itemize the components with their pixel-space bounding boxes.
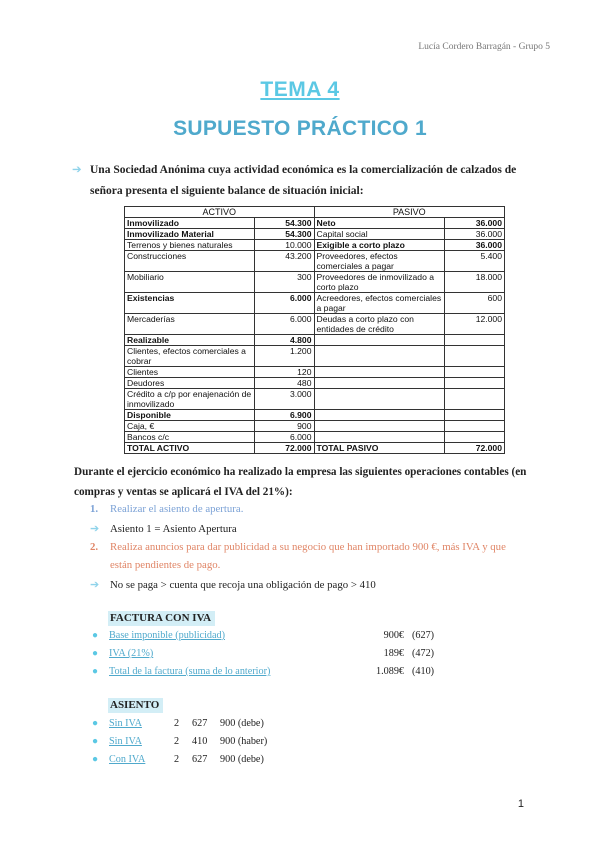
- factura-row-account: (472): [412, 648, 435, 659]
- pasivo-label: Capital social: [314, 229, 445, 240]
- factura-row-account: (627): [412, 630, 435, 641]
- pasivo-value: 600: [445, 293, 505, 314]
- balance-row: [125, 251, 505, 272]
- bullet-icon: ●: [92, 666, 99, 677]
- item-arrow-2: [90, 576, 376, 594]
- bullet-icon: ●: [92, 648, 99, 659]
- asiento-row-number: 2: [174, 718, 180, 729]
- balance-row: [125, 389, 505, 410]
- activo-label: Disponible: [125, 410, 255, 421]
- activo-label: Clientes, efectos comerciales a cobrar: [125, 346, 255, 367]
- activo-label: Existencias: [125, 293, 255, 314]
- item-2: [90, 538, 530, 574]
- bullet-icon: ●: [92, 736, 99, 747]
- balance-row: [125, 367, 505, 378]
- activo-value: 480: [254, 378, 314, 389]
- item-text: No se paga > cuenta que recoja una obligación de pago > 410: [110, 579, 376, 591]
- activo-value: 3.000: [254, 389, 314, 410]
- activo-label: Clientes: [125, 367, 255, 378]
- activo-label: Mercaderías: [125, 314, 255, 335]
- page-header: Lucía Cordero Barragán - Grupo 5: [418, 42, 550, 52]
- activo-value: 54.300: [254, 229, 314, 240]
- activo-value: 900: [254, 421, 314, 432]
- factura-row-label[interactable]: Total de la factura (suma de lo anterior): [109, 666, 271, 677]
- asiento-row-account: 627: [192, 718, 208, 729]
- balance-row: [125, 421, 505, 432]
- activo-value: 4.800: [254, 335, 314, 346]
- pasivo-value: [445, 378, 505, 389]
- pasivo-label: Acreedores, efectos comerciales a pagar: [314, 293, 445, 314]
- asiento-label: ASIENTO: [108, 698, 163, 713]
- pasivo-label: Neto: [314, 218, 445, 229]
- pasivo-value: 36.000: [445, 229, 505, 240]
- item-marker: 1.: [90, 503, 99, 515]
- activo-label: Crédito a c/p por enajenación de inmovilizado: [125, 389, 255, 410]
- pasivo-label: Exigible a corto plazo: [314, 240, 445, 251]
- pasivo-value: [445, 335, 505, 346]
- balance-row: [125, 410, 505, 421]
- pasivo-value: 12.000: [445, 314, 505, 335]
- activo-label: Terrenos y bienes naturales: [125, 240, 255, 251]
- total-pasivo-label: TOTAL PASIVO: [314, 443, 445, 454]
- page-title: SUPUESTO PRÁCTICO 1: [173, 117, 427, 140]
- item-arrow-1: [90, 520, 237, 538]
- factura-row-amount: 189€: [383, 648, 404, 659]
- activo-value: 6.900: [254, 410, 314, 421]
- pasivo-label: [314, 410, 445, 421]
- activo-value: 300: [254, 272, 314, 293]
- balance-row: [125, 272, 505, 293]
- pasivo-label: [314, 335, 445, 346]
- activo-value: 10.000: [254, 240, 314, 251]
- asiento-row-text: 900 (haber): [220, 736, 268, 747]
- balance-row: [125, 378, 505, 389]
- bullet-icon: ●: [92, 754, 99, 765]
- pasivo-value: [445, 421, 505, 432]
- asiento-row-text: 900 (debe): [220, 754, 264, 765]
- pasivo-label: Proveedores de inmovilizado a corto plazo: [314, 272, 445, 293]
- item-text: Realiza anuncios para dar publicidad a su negocio que han importado 900 €, más IVA y que están pendientes de pago.: [110, 541, 506, 571]
- balance-row: [125, 229, 505, 240]
- balance-table: [124, 206, 505, 454]
- activo-label: Caja, €: [125, 421, 255, 432]
- arrow-icon: ➔: [90, 579, 100, 591]
- item-marker: 2.: [90, 541, 99, 553]
- pasivo-value: [445, 367, 505, 378]
- pasivo-value: [445, 389, 505, 410]
- activo-value: 6.000: [254, 314, 314, 335]
- asiento-row-label[interactable]: Sin IVA: [109, 736, 142, 747]
- pasivo-label: [314, 389, 445, 410]
- total-activo-label: TOTAL ACTIVO: [125, 443, 255, 454]
- balance-row: [125, 335, 505, 346]
- pasivo-value: 36.000: [445, 218, 505, 229]
- pasivo-value: [445, 432, 505, 443]
- tema-heading: TEMA 4: [260, 78, 340, 101]
- activo-value: 6.000: [254, 432, 314, 443]
- factura-row-account: (410): [412, 666, 435, 677]
- pasivo-value: 36.000: [445, 240, 505, 251]
- asiento-row-label[interactable]: Con IVA: [109, 754, 146, 765]
- pasivo-label: Deudas a corto plazo con entidades de crédito: [314, 314, 445, 335]
- activo-value: 43.200: [254, 251, 314, 272]
- total-activo-value: 72.000: [254, 443, 314, 454]
- arrow-icon: ➔: [72, 164, 82, 176]
- asiento-row-account: 410: [192, 736, 208, 747]
- pasivo-label: [314, 367, 445, 378]
- factura-row-amount: 1.089€: [375, 666, 404, 677]
- factura-row-amount: 900€: [383, 630, 404, 641]
- activo-label: Mobiliario: [125, 272, 255, 293]
- activo-label: Inmovilizado Material: [125, 229, 255, 240]
- pasivo-value: [445, 346, 505, 367]
- activo-label: Deudores: [125, 378, 255, 389]
- balance-row: [125, 218, 505, 229]
- asiento-row-number: 2: [174, 754, 180, 765]
- factura-label: FACTURA CON IVA: [108, 611, 215, 626]
- pasivo-label: [314, 378, 445, 389]
- activo-value: 1.200: [254, 346, 314, 367]
- item-1: [90, 500, 244, 518]
- pasivo-label: [314, 346, 445, 367]
- asiento-row-label[interactable]: Sin IVA: [109, 718, 142, 729]
- balance-row: [125, 293, 505, 314]
- factura-row-label[interactable]: Base imponible (publicidad): [109, 630, 225, 641]
- activo-label: Bancos c/c: [125, 432, 255, 443]
- pasivo-label: [314, 432, 445, 443]
- pasivo-value: 18.000: [445, 272, 505, 293]
- pasivo-label: Proveedores, efectos comerciales a pagar: [314, 251, 445, 272]
- pasivo-value: [445, 410, 505, 421]
- activo-value: 6.000: [254, 293, 314, 314]
- arrow-icon: ➔: [90, 523, 100, 535]
- operations-paragraph: Durante el ejercicio económico ha realizado la empresa las siguientes operaciones contables (en compras y ventas se aplicará el IVA del 21%):: [74, 466, 527, 498]
- asiento-row-text: 900 (debe): [220, 718, 264, 729]
- balance-row: [125, 314, 505, 335]
- item-text: Realizar el asiento de apertura.: [110, 503, 244, 515]
- bullet-icon: ●: [92, 718, 99, 729]
- balance-row: [125, 346, 505, 367]
- pasivo-header: PASIVO: [314, 207, 505, 218]
- asiento-row-account: 627: [192, 754, 208, 765]
- factura-row-label[interactable]: IVA (21%): [109, 648, 154, 659]
- activo-value: 54.300: [254, 218, 314, 229]
- activo-label: Construcciones: [125, 251, 255, 272]
- balance-row: [125, 432, 505, 443]
- total-pasivo-value: 72.000: [445, 443, 505, 454]
- balance-body: [125, 218, 505, 443]
- activo-header: ACTIVO: [125, 207, 315, 218]
- bullet-icon: ●: [92, 630, 99, 641]
- activo-label: Realizable: [125, 335, 255, 346]
- intro-paragraph: [72, 160, 530, 202]
- item-text: Asiento 1 = Asiento Apertura: [110, 523, 237, 535]
- pasivo-value: 5.400: [445, 251, 505, 272]
- asiento-row-number: 2: [174, 736, 180, 747]
- activo-label: Inmovilizado: [125, 218, 255, 229]
- intro-text: Una Sociedad Anónima cuya actividad económica es la comercialización de calzados de señora presenta el siguiente balance de situación inicial:: [90, 164, 517, 197]
- balance-row: [125, 240, 505, 251]
- page-number: 1: [517, 798, 524, 810]
- pasivo-label: [314, 421, 445, 432]
- activo-value: 120: [254, 367, 314, 378]
